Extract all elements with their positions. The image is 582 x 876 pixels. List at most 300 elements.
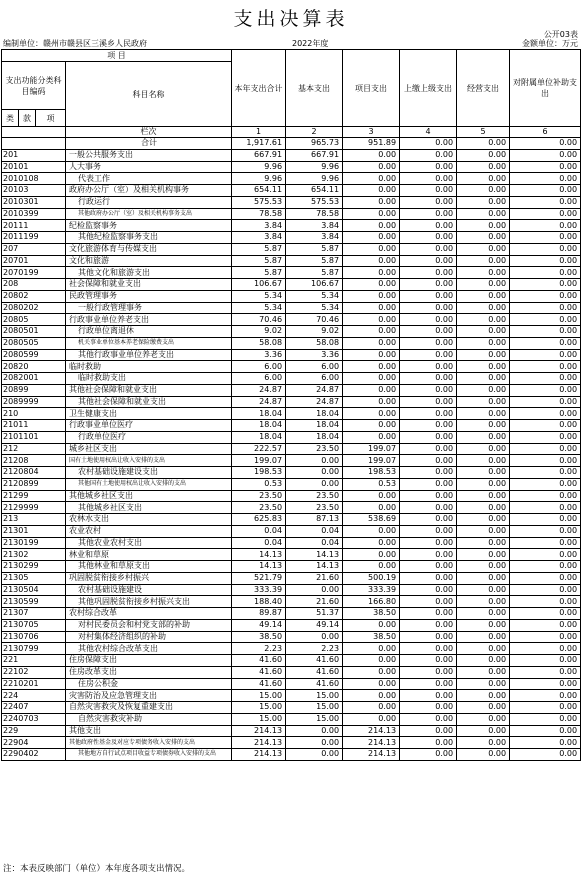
basic-value: 21.60: [286, 596, 343, 608]
table-row: [2, 138, 581, 150]
project-value: 0.00: [343, 549, 400, 561]
total-value: 106.67: [232, 279, 286, 291]
table-row: [2, 713, 581, 725]
upper-value: 0.00: [400, 255, 457, 267]
upper-value: 0.00: [400, 537, 457, 549]
business-value: 0.00: [457, 349, 510, 361]
basic-value: 667.91: [286, 149, 343, 161]
total-value: 89.87: [232, 608, 286, 620]
project-value: 0.00: [343, 149, 400, 161]
upper-value: 0.00: [400, 502, 457, 514]
project-value: 0.00: [343, 690, 400, 702]
table-row: [2, 420, 581, 432]
project-value: 951.89: [343, 138, 400, 150]
subject-name: 住房公积金: [66, 678, 232, 690]
subsidy-value: 0.00: [510, 185, 581, 197]
table-row: [2, 314, 581, 326]
project-value: 0.00: [343, 279, 400, 291]
subject-name: 国有土地使用权出让收入安排的支出: [66, 455, 232, 467]
subject-name: 社会保障和就业支出: [66, 279, 232, 291]
upper-value: 0.00: [400, 196, 457, 208]
subsidy-value: 0.00: [510, 478, 581, 490]
project-value: 0.00: [343, 302, 400, 314]
business-value: 0.00: [457, 396, 510, 408]
subject-code: 22904: [2, 737, 66, 749]
total-value: 0.04: [232, 525, 286, 537]
business-value: 0.00: [457, 525, 510, 537]
subsidy-value: 0.00: [510, 655, 581, 667]
upper-value: 0.00: [400, 572, 457, 584]
table-row: [2, 455, 581, 467]
table-row: [2, 255, 581, 267]
total-value: 58.08: [232, 337, 286, 349]
project-value: 0.00: [343, 643, 400, 655]
project-value: 333.39: [343, 584, 400, 596]
subject-code: 201: [2, 149, 66, 161]
subject-code: 2240703: [2, 713, 66, 725]
business-value: 0.00: [457, 196, 510, 208]
basic-value: 0.04: [286, 525, 343, 537]
project-value: 0.00: [343, 255, 400, 267]
business-value: 0.00: [457, 337, 510, 349]
subject-name: 人大事务: [66, 161, 232, 173]
total-value: 222.57: [232, 443, 286, 455]
basic-value: 9.96: [286, 173, 343, 185]
upper-value: 0.00: [400, 396, 457, 408]
subject-name: 巩固脱贫衔接乡村振兴: [66, 572, 232, 584]
basic-value: 51.37: [286, 608, 343, 620]
project-value: 538.69: [343, 514, 400, 526]
subject-name: 文化和旅游: [66, 255, 232, 267]
basic-value: 23.50: [286, 443, 343, 455]
index-col-3: 3: [343, 127, 400, 138]
subject-code: 2011199: [2, 232, 66, 244]
subject-code: 2130705: [2, 619, 66, 631]
subject-name: 代表工作: [66, 173, 232, 185]
subsidy-value: 0.00: [510, 443, 581, 455]
total-value: 5.87: [232, 255, 286, 267]
business-value: 0.00: [457, 608, 510, 620]
business-value: 0.00: [457, 478, 510, 490]
project-value: 0.00: [343, 713, 400, 725]
header-subject-name: 科目名称: [66, 62, 232, 127]
basic-value: 49.14: [286, 619, 343, 631]
subsidy-value: 0.00: [510, 267, 581, 279]
total-value: 9.96: [232, 161, 286, 173]
table-row: [2, 655, 581, 667]
table-row: [2, 208, 581, 220]
total-value: 15.00: [232, 690, 286, 702]
subsidy-value: 0.00: [510, 149, 581, 161]
subject-name: 对村集体经济组织的补助: [66, 631, 232, 643]
subject-name: 城乡社区支出: [66, 443, 232, 455]
subsidy-value: 0.00: [510, 314, 581, 326]
footnote: 注：本表反映部门（单位）本年度各项支出情况。: [3, 864, 191, 874]
business-value: 0.00: [457, 490, 510, 502]
upper-value: 0.00: [400, 138, 457, 150]
business-value: 0.00: [457, 431, 510, 443]
basic-value: 6.00: [286, 361, 343, 373]
table-row: [2, 537, 581, 549]
index-blank: [2, 127, 66, 138]
table-row: [2, 243, 581, 255]
basic-value: 41.60: [286, 666, 343, 678]
subject-name: 文化旅游体育与传媒支出: [66, 243, 232, 255]
subject-code: 2089999: [2, 396, 66, 408]
subject-code: 21305: [2, 572, 66, 584]
subsidy-value: 0.00: [510, 302, 581, 314]
subject-code: 2130504: [2, 584, 66, 596]
subsidy-value: 0.00: [510, 713, 581, 725]
subsidy-value: 0.00: [510, 384, 581, 396]
basic-value: 965.73: [286, 138, 343, 150]
basic-value: 0.00: [286, 467, 343, 479]
upper-value: 0.00: [400, 608, 457, 620]
subsidy-value: 0.00: [510, 631, 581, 643]
subject-code: 21301: [2, 525, 66, 537]
subsidy-value: 0.00: [510, 749, 581, 761]
table-row: [2, 220, 581, 232]
subject-code: 21208: [2, 455, 66, 467]
subsidy-value: 0.00: [510, 584, 581, 596]
upper-value: 0.00: [400, 243, 457, 255]
business-value: 0.00: [457, 243, 510, 255]
subsidy-value: 0.00: [510, 396, 581, 408]
subsidy-value: 0.00: [510, 337, 581, 349]
project-value: 0.00: [343, 173, 400, 185]
upper-value: 0.00: [400, 232, 457, 244]
table-row: [2, 337, 581, 349]
table-row: [2, 396, 581, 408]
expenditure-table: [1, 49, 581, 761]
upper-value: 0.00: [400, 584, 457, 596]
subsidy-value: 0.00: [510, 232, 581, 244]
basic-value: 15.00: [286, 713, 343, 725]
project-value: 0.00: [343, 666, 400, 678]
subject-code: 20820: [2, 361, 66, 373]
total-value: 214.13: [232, 725, 286, 737]
upper-value: 0.00: [400, 514, 457, 526]
upper-value: 0.00: [400, 619, 457, 631]
project-value: 214.13: [343, 725, 400, 737]
subject-code: 20103: [2, 185, 66, 197]
subject-code: 2129999: [2, 502, 66, 514]
subject-code: 21011: [2, 420, 66, 432]
table-row: [2, 373, 581, 385]
basic-value: 0.00: [286, 725, 343, 737]
header-project: 项目支出: [343, 50, 400, 127]
project-value: 0.00: [343, 373, 400, 385]
table-row: [2, 608, 581, 620]
project-value: 0.00: [343, 349, 400, 361]
table-row: [2, 173, 581, 185]
table-row: [2, 561, 581, 573]
total-value: 654.11: [232, 185, 286, 197]
project-value: 0.00: [343, 161, 400, 173]
subsidy-value: 0.00: [510, 725, 581, 737]
index-col-1: 1: [232, 127, 286, 138]
subject-code: 229: [2, 725, 66, 737]
upper-value: 0.00: [400, 478, 457, 490]
subject-code: 2130199: [2, 537, 66, 549]
subsidy-value: 0.00: [510, 455, 581, 467]
subject-name: 政府办公厅（室）及相关机构事务: [66, 185, 232, 197]
total-value: 199.07: [232, 455, 286, 467]
total-value: 41.60: [232, 655, 286, 667]
subject-name: 一般行政管理事务: [66, 302, 232, 314]
subject-name: 其他社会保障和就业支出: [66, 396, 232, 408]
business-value: 0.00: [457, 314, 510, 326]
subsidy-value: 0.00: [510, 467, 581, 479]
subsidy-value: 0.00: [510, 243, 581, 255]
project-value: 0.00: [343, 361, 400, 373]
project-value: 0.53: [343, 478, 400, 490]
basic-value: 6.00: [286, 373, 343, 385]
subsidy-value: 0.00: [510, 596, 581, 608]
subject-code: 207: [2, 243, 66, 255]
project-value: 0.00: [343, 290, 400, 302]
subject-name: 其他文化和旅游支出: [66, 267, 232, 279]
table-row: [2, 349, 581, 361]
upper-value: 0.00: [400, 455, 457, 467]
project-value: 0.00: [343, 314, 400, 326]
upper-value: 0.00: [400, 490, 457, 502]
total-value: 41.60: [232, 666, 286, 678]
table-row: [2, 161, 581, 173]
subject-code: 2130599: [2, 596, 66, 608]
table-row: [2, 572, 581, 584]
upper-value: 0.00: [400, 655, 457, 667]
upper-value: 0.00: [400, 561, 457, 573]
upper-value: 0.00: [400, 208, 457, 220]
header-func-code: 支出功能分类科目编码: [2, 62, 66, 110]
subsidy-value: 0.00: [510, 290, 581, 302]
subsidy-value: 0.00: [510, 373, 581, 385]
upper-value: 0.00: [400, 185, 457, 197]
project-value: 0.00: [343, 490, 400, 502]
table-row: [2, 502, 581, 514]
subject-name: 其他社会保障和就业支出: [66, 384, 232, 396]
subject-name: 纪检监察事务: [66, 220, 232, 232]
subject-name: 自然灾害救灾及恢复重建支出: [66, 702, 232, 714]
subject-name: 对村民委员会和村党支部的补助: [66, 619, 232, 631]
business-value: 0.00: [457, 326, 510, 338]
upper-value: 0.00: [400, 161, 457, 173]
basic-value: 87.13: [286, 514, 343, 526]
basic-value: 70.46: [286, 314, 343, 326]
subject-name: 机关事业单位基本养老保险缴费支出: [66, 337, 232, 349]
project-value: 0.00: [343, 337, 400, 349]
table-row: [2, 643, 581, 655]
subject-name: 行政单位医疗: [66, 431, 232, 443]
subsidy-value: 0.00: [510, 420, 581, 432]
total-value: 15.00: [232, 702, 286, 714]
subsidy-value: 0.00: [510, 537, 581, 549]
subject-name: 其他政府性基金及对应专项债务收入安排的支出: [66, 737, 232, 749]
total-value: 5.87: [232, 243, 286, 255]
basic-value: 3.84: [286, 220, 343, 232]
business-value: 0.00: [457, 443, 510, 455]
subject-name: 其他巩固脱贫衔接乡村振兴支出: [66, 596, 232, 608]
table-row: [2, 408, 581, 420]
subject-name: 其他农村综合改革支出: [66, 643, 232, 655]
subject-code: 224: [2, 690, 66, 702]
project-value: 0.00: [343, 678, 400, 690]
basic-value: 21.60: [286, 572, 343, 584]
total-value: 41.60: [232, 678, 286, 690]
subject-name: 其他城乡社区支出: [66, 490, 232, 502]
project-value: 214.13: [343, 749, 400, 761]
upper-value: 0.00: [400, 173, 457, 185]
subsidy-value: 0.00: [510, 490, 581, 502]
subject-name: 一般公共服务支出: [66, 149, 232, 161]
basic-value: 575.53: [286, 196, 343, 208]
subsidy-value: 0.00: [510, 361, 581, 373]
business-value: 0.00: [457, 537, 510, 549]
upper-value: 0.00: [400, 690, 457, 702]
subject-code: 2101101: [2, 431, 66, 443]
subsidy-value: 0.00: [510, 161, 581, 173]
table-row: [2, 267, 581, 279]
subsidy-value: 0.00: [510, 690, 581, 702]
project-value: 38.50: [343, 608, 400, 620]
total-value: 0.04: [232, 537, 286, 549]
upper-value: 0.00: [400, 279, 457, 291]
table-row: [2, 290, 581, 302]
subject-code: 208: [2, 279, 66, 291]
total-value: 23.50: [232, 490, 286, 502]
basic-value: 15.00: [286, 702, 343, 714]
basic-value: 14.13: [286, 549, 343, 561]
upper-value: 0.00: [400, 337, 457, 349]
subsidy-value: 0.00: [510, 702, 581, 714]
basic-value: 5.87: [286, 255, 343, 267]
total-value: 15.00: [232, 713, 286, 725]
project-value: 0.00: [343, 220, 400, 232]
subject-code: 2080501: [2, 326, 66, 338]
money-unit: 金额单位：万元: [522, 39, 578, 48]
upper-value: 0.00: [400, 267, 457, 279]
project-value: 166.80: [343, 596, 400, 608]
project-value: 0.00: [343, 561, 400, 573]
subject-name: 农村综合改革: [66, 608, 232, 620]
header-business: 经营支出: [457, 50, 510, 127]
business-value: 0.00: [457, 643, 510, 655]
subsidy-value: 0.00: [510, 514, 581, 526]
business-value: 0.00: [457, 514, 510, 526]
business-value: 0.00: [457, 279, 510, 291]
basic-value: 3.84: [286, 232, 343, 244]
basic-value: 23.50: [286, 502, 343, 514]
subject-code: 2130706: [2, 631, 66, 643]
total-value: 18.04: [232, 408, 286, 420]
subject-code: 213: [2, 514, 66, 526]
subject-name: 临时救助支出: [66, 373, 232, 385]
business-value: 0.00: [457, 302, 510, 314]
project-value: 0.00: [343, 185, 400, 197]
project-value: 0.00: [343, 702, 400, 714]
business-value: 0.00: [457, 584, 510, 596]
table-row: [2, 702, 581, 714]
subject-name: 农村基础设施建设支出: [66, 467, 232, 479]
index-col-4: 4: [400, 127, 457, 138]
subject-code: 210: [2, 408, 66, 420]
subject-code: 2070199: [2, 267, 66, 279]
total-value: 667.91: [232, 149, 286, 161]
business-value: 0.00: [457, 502, 510, 514]
upper-value: 0.00: [400, 666, 457, 678]
project-value: 0.00: [343, 408, 400, 420]
table-row: [2, 279, 581, 291]
project-value: 199.07: [343, 455, 400, 467]
total-value: 9.96: [232, 173, 286, 185]
project-value: 500.19: [343, 572, 400, 584]
table-row: [2, 478, 581, 490]
basic-value: 18.04: [286, 420, 343, 432]
subject-name: 住房保障支出: [66, 655, 232, 667]
subject-code: 2080599: [2, 349, 66, 361]
project-value: 0.00: [343, 420, 400, 432]
upper-value: 0.00: [400, 373, 457, 385]
table-row: [2, 749, 581, 761]
total-value: 5.34: [232, 290, 286, 302]
basic-value: 0.04: [286, 537, 343, 549]
index-col-2: 2: [286, 127, 343, 138]
business-value: 0.00: [457, 138, 510, 150]
subject-code: 20899: [2, 384, 66, 396]
total-value: 14.13: [232, 549, 286, 561]
total-value: 3.84: [232, 232, 286, 244]
table-row: [2, 185, 581, 197]
subject-code: 21299: [2, 490, 66, 502]
basic-value: 5.34: [286, 302, 343, 314]
subject-code: 2130299: [2, 561, 66, 573]
subject-name: 行政单位离退休: [66, 326, 232, 338]
upper-value: 0.00: [400, 467, 457, 479]
project-value: 0.00: [343, 525, 400, 537]
total-value: 333.39: [232, 584, 286, 596]
total-value: 70.46: [232, 314, 286, 326]
subject-code: 2290402: [2, 749, 66, 761]
header-item: 项 目: [2, 50, 232, 62]
subject-code: 212: [2, 443, 66, 455]
business-value: 0.00: [457, 549, 510, 561]
total-value: 5.87: [232, 267, 286, 279]
index-label: 栏次: [66, 127, 232, 138]
header-upper: 上缴上级支出: [400, 50, 457, 127]
upper-value: 0.00: [400, 349, 457, 361]
basic-value: 23.50: [286, 490, 343, 502]
total-value: 18.04: [232, 420, 286, 432]
subject-code: 2120804: [2, 467, 66, 479]
subsidy-value: 0.00: [510, 608, 581, 620]
table-row: [2, 596, 581, 608]
table-row: [2, 302, 581, 314]
header-total: 本年支出合计: [232, 50, 286, 127]
table-body: [2, 138, 581, 761]
subject-code: 21302: [2, 549, 66, 561]
basic-value: 9.96: [286, 161, 343, 173]
table-row: [2, 514, 581, 526]
subsidy-value: 0.00: [510, 349, 581, 361]
index-col-5: 5: [457, 127, 510, 138]
total-value: 49.14: [232, 619, 286, 631]
table-row: [2, 725, 581, 737]
business-value: 0.00: [457, 161, 510, 173]
business-value: 0.00: [457, 232, 510, 244]
table-row: [2, 384, 581, 396]
header-xiang: 项: [36, 110, 66, 127]
